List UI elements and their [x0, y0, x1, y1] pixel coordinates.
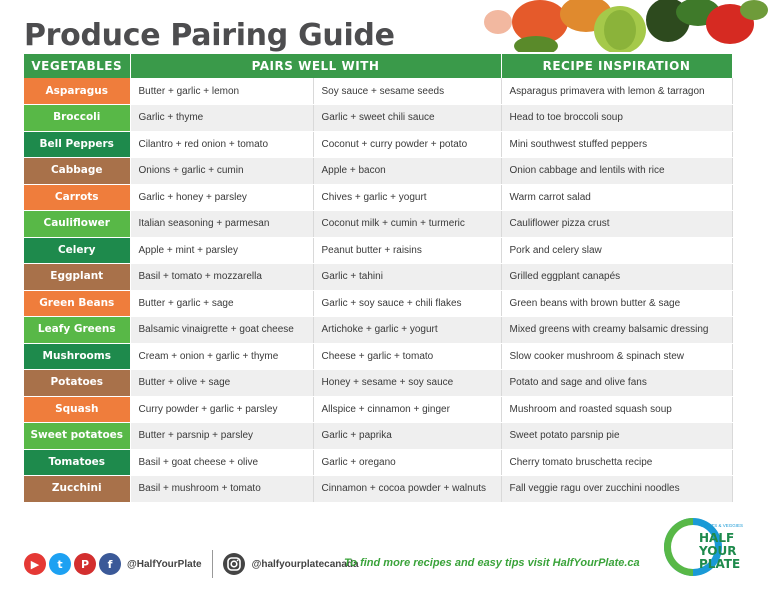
- pairing-cell: Balsamic vinaigrette + goat cheese: [130, 317, 313, 344]
- table-row: [24, 449, 732, 476]
- pairing-cell: Coconut milk + cumin + turmeric: [313, 211, 501, 238]
- recipe-cell: Head to toe broccoli soup: [501, 105, 732, 132]
- vegetable-cell: Broccoli: [24, 105, 130, 132]
- pairing-cell: Garlic + tahini: [313, 264, 501, 291]
- vegetables-illustration: [478, 0, 768, 52]
- pairing-cell: Cheese + garlic + tomato: [313, 343, 501, 370]
- table-row: [24, 237, 732, 264]
- recipe-cell: Green beans with brown butter & sage: [501, 290, 732, 317]
- vegetable-cell: Mushrooms: [24, 343, 130, 370]
- pairing-cell: Garlic + honey + parsley: [130, 184, 313, 211]
- vegetable-cell: Cauliflower: [24, 211, 130, 238]
- footer-tip: To find more recipes and easy tips visit HalfYourPlate.ca: [344, 557, 640, 569]
- vegetable-cell: Tomatoes: [24, 449, 130, 476]
- pairing-cell: Apple + mint + parsley: [130, 237, 313, 264]
- recipe-cell: Slow cooker mushroom & spinach stew: [501, 343, 732, 370]
- table-row: [24, 290, 732, 317]
- pairing-cell: Artichoke + garlic + yogurt: [313, 317, 501, 344]
- pairing-cell: Allspice + cinnamon + ginger: [313, 396, 501, 423]
- footer-social: [24, 551, 359, 577]
- pairing-cell: Butter + garlic + lemon: [130, 78, 313, 105]
- column-header-recipe: RECIPE INSPIRATION: [501, 54, 732, 78]
- pairing-table: [24, 54, 733, 503]
- pairing-cell: Coconut + curry powder + potato: [313, 131, 501, 158]
- table-row: [24, 317, 732, 344]
- pairing-cell: Butter + garlic + sage: [130, 290, 313, 317]
- twitter-handle[interactable]: @HalfYourPlate: [127, 558, 202, 570]
- vegetable-cell: Sweet potatoes: [24, 423, 130, 450]
- logo-line-plate: PLATE: [699, 557, 741, 571]
- recipe-cell: Pork and celery slaw: [501, 237, 732, 264]
- recipe-cell: Cauliflower pizza crust: [501, 211, 732, 238]
- pairing-cell: Butter + olive + sage: [130, 370, 313, 397]
- table-row: [24, 184, 732, 211]
- logo-tagline: FRUITS & VEGGIES: [701, 523, 744, 528]
- vegetable-cell: Asparagus: [24, 78, 130, 105]
- table-row: [24, 396, 732, 423]
- pairing-cell: Garlic + oregano: [313, 449, 501, 476]
- pairing-cell: Italian seasoning + parmesan: [130, 211, 313, 238]
- recipe-cell: Warm carrot salad: [501, 184, 732, 211]
- pairing-cell: Honey + sesame + soy sauce: [313, 370, 501, 397]
- pairing-cell: Cilantro + red onion + tomato: [130, 131, 313, 158]
- vegetable-cell: Carrots: [24, 184, 130, 211]
- table-header-row: [24, 54, 732, 78]
- pairing-cell: Basil + tomato + mozzarella: [130, 264, 313, 291]
- page-title: Produce Pairing Guide: [24, 18, 395, 53]
- pairing-cell: Butter + parsnip + parsley: [130, 423, 313, 450]
- pairing-cell: Garlic + soy sauce + chili flakes: [313, 290, 501, 317]
- pairing-cell: Garlic + thyme: [130, 105, 313, 132]
- table-row: [24, 370, 732, 397]
- vegetable-cell: Eggplant: [24, 264, 130, 291]
- instagram-handle[interactable]: @halfyourplatecanada: [251, 558, 359, 570]
- recipe-cell: Cherry tomato bruschetta recipe: [501, 449, 732, 476]
- recipe-cell: Potato and sage and olive fans: [501, 370, 732, 397]
- table-row: [24, 423, 732, 450]
- instagram-icon[interactable]: [223, 553, 245, 575]
- recipe-cell: Mixed greens with creamy balsamic dressing: [501, 317, 732, 344]
- table-row: [24, 131, 732, 158]
- vegetable-cell: Celery: [24, 237, 130, 264]
- pairing-cell: Curry powder + garlic + parsley: [130, 396, 313, 423]
- vegetable-cell: Zucchini: [24, 476, 130, 503]
- recipe-cell: Mushroom and roasted squash soup: [501, 396, 732, 423]
- pairing-cell: Onions + garlic + cumin: [130, 158, 313, 185]
- table-body: [24, 78, 732, 502]
- table-row: [24, 78, 732, 105]
- logo-line-half: HALF: [699, 531, 735, 545]
- pairing-cell: Cream + onion + garlic + thyme: [130, 343, 313, 370]
- pairing-cell: Basil + goat cheese + olive: [130, 449, 313, 476]
- recipe-cell: Fall veggie ragu over zucchini noodles: [501, 476, 732, 503]
- vegetable-cell: Squash: [24, 396, 130, 423]
- table-row: [24, 158, 732, 185]
- table-row: [24, 105, 732, 132]
- table-row: [24, 264, 732, 291]
- pairing-cell: Garlic + sweet chili sauce: [313, 105, 501, 132]
- vegetable-cell: Cabbage: [24, 158, 130, 185]
- vegetable-cell: Potatoes: [24, 370, 130, 397]
- pinterest-icon[interactable]: P: [74, 553, 96, 575]
- youtube-icon[interactable]: ▶: [24, 553, 46, 575]
- table-row: [24, 211, 732, 238]
- pairing-cell: Basil + mushroom + tomato: [130, 476, 313, 503]
- pairing-cell: Chives + garlic + yogurt: [313, 184, 501, 211]
- pairing-cell: Apple + bacon: [313, 158, 501, 185]
- recipe-cell: Asparagus primavera with lemon & tarragon: [501, 78, 732, 105]
- twitter-icon[interactable]: t: [49, 553, 71, 575]
- table-row: [24, 343, 732, 370]
- pairing-cell: Cinnamon + cocoa powder + walnuts: [313, 476, 501, 503]
- column-header-pairs: PAIRS WELL WITH: [130, 54, 501, 78]
- pairing-cell: Peanut butter + raisins: [313, 237, 501, 264]
- logo-line-your: YOUR: [699, 544, 737, 558]
- column-header-vegetables: VEGETABLES: [24, 54, 130, 78]
- footer-divider: [212, 550, 213, 578]
- recipe-cell: Sweet potato parsnip pie: [501, 423, 732, 450]
- vegetable-cell: Green Beans: [24, 290, 130, 317]
- half-your-plate-logo: [663, 514, 745, 580]
- recipe-cell: Mini southwest stuffed peppers: [501, 131, 732, 158]
- table-row: [24, 476, 732, 503]
- facebook-icon[interactable]: f: [99, 553, 121, 575]
- recipe-cell: Grilled eggplant canapés: [501, 264, 732, 291]
- pairing-cell: Soy sauce + sesame seeds: [313, 78, 501, 105]
- pairing-cell: Garlic + paprika: [313, 423, 501, 450]
- recipe-cell: Onion cabbage and lentils with rice: [501, 158, 732, 185]
- vegetable-cell: Bell Peppers: [24, 131, 130, 158]
- vegetable-cell: Leafy Greens: [24, 317, 130, 344]
- social-icons: [24, 553, 124, 575]
